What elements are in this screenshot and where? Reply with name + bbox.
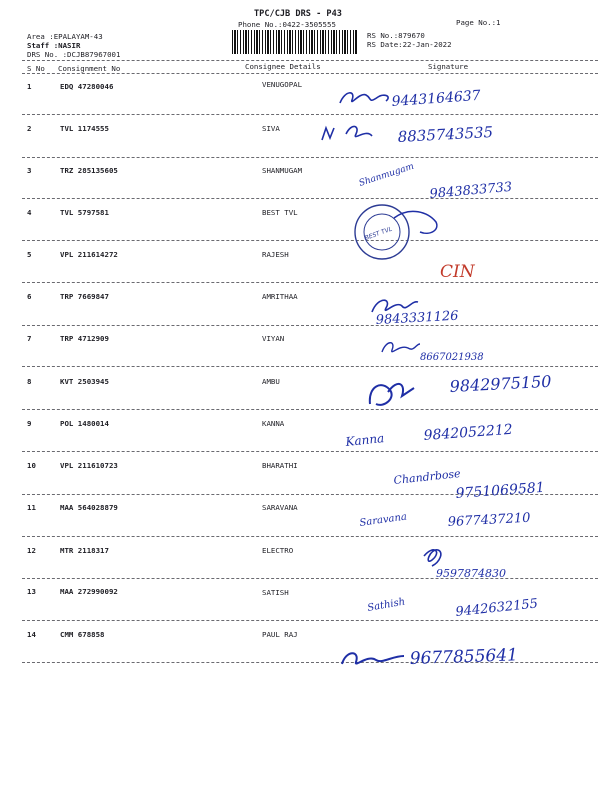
sheet-title: TPC/CJB DRS - P43 <box>254 9 342 19</box>
handwritten-phone-row-14: 9677855641 <box>409 645 519 669</box>
handwritten-phone-row-7: 8667021938 <box>420 352 484 363</box>
company-stamp <box>355 205 437 259</box>
column-signature: Signature <box>428 62 469 71</box>
row-8-sno: 8 <box>27 377 32 386</box>
row-10-consignment: VPL 211610723 <box>60 461 118 470</box>
row-7-consignee: VIYAN <box>262 334 285 343</box>
row-6-sno: 6 <box>27 292 32 301</box>
row-9-sno: 9 <box>27 419 32 428</box>
signature-row-14 <box>342 653 404 664</box>
handwritten-phone-row-11: 9677437210 <box>447 510 531 530</box>
signature-row-7 <box>382 343 420 352</box>
row-3-consignee: SHANMUGAM <box>262 166 303 175</box>
row-13-sno: 13 <box>27 587 36 596</box>
row-12-consignment: MTR 2118317 <box>60 546 109 555</box>
row-5-consignee: RAJESH <box>262 250 289 259</box>
signature-row-1 <box>340 93 388 103</box>
row-5-consignment: VPL 211614272 <box>60 250 118 259</box>
row-4-consignment: TVL 5797581 <box>60 208 109 217</box>
handwritten-phone-row-10: 9751069581 <box>455 479 546 502</box>
row-6-consignee: AMRITHAA <box>262 292 298 301</box>
handwritten-name-row-11: Saravana <box>358 511 408 529</box>
row-1-sno: 1 <box>27 82 32 91</box>
row-7-sno: 7 <box>27 334 32 343</box>
row-3-consignment: TRZ 285135605 <box>60 166 118 175</box>
rs-date: RS Date:22-Jan-2022 <box>367 40 452 49</box>
handwritten-phone-row-2: 8835743535 <box>397 123 494 146</box>
handwritten-name-row-9: Kanna <box>344 431 385 449</box>
row-14-consignment: CMM 678858 <box>60 630 105 639</box>
phone-number: Phone No.:0422-3505555 <box>238 20 336 29</box>
row-13-consignee: SATISH <box>262 588 289 597</box>
signature-row-8 <box>370 384 414 405</box>
row-9-consignment: POL 1480014 <box>60 419 109 428</box>
signature-row-12 <box>424 550 441 566</box>
stamp-text: BEST TVL <box>364 225 394 242</box>
page-number: Page No.:1 <box>456 18 501 27</box>
handwritten-phone-row-12: 9597874830 <box>436 567 506 580</box>
row-14-consignee: PAUL RAJ <box>262 630 298 639</box>
row-8-consignment: KVT 2503945 <box>60 377 109 386</box>
row-9-consignee: KANNA <box>262 419 285 428</box>
row-3-sno: 3 <box>27 166 32 175</box>
row-8-consignee: AMBU <box>262 377 280 386</box>
row-11-consignee: SARAVANA <box>262 503 298 512</box>
drs-number: DRS No. :DCJB87967001 <box>27 50 121 59</box>
handwritten-name-row-10: Chandrbose <box>392 467 462 487</box>
column-consignee: Consignee Details <box>245 62 321 71</box>
handwritten-phone-row-8: 9842975150 <box>449 371 552 396</box>
row-11-sno: 11 <box>27 503 36 512</box>
row-6-consignment: TRP 7669847 <box>60 292 109 301</box>
handwritten-phone-row-13: 9442632155 <box>454 596 539 620</box>
handwritten-name-row-13: Sathish <box>366 596 406 614</box>
row-13-consignment: MAA 272990092 <box>60 587 118 596</box>
row-10-sno: 10 <box>27 461 36 470</box>
handwritten-phone-row-1: 9443164637 <box>391 87 482 110</box>
area-label: Area :EPALAYAM-43 <box>27 32 103 41</box>
row-4-consignee: BEST TVL <box>262 208 298 217</box>
row-12-sno: 12 <box>27 546 36 555</box>
handwritten-phone-row-3: 9843833733 <box>429 179 513 202</box>
handwritten-phone-row-6: 9843331126 <box>375 308 459 328</box>
row-2-consignment: TVL 1174555 <box>60 124 109 133</box>
rs-number: RS No.:879670 <box>367 31 425 40</box>
column-consignment: Consignment No <box>58 64 121 73</box>
row-1-consignment: EDQ 47280046 <box>60 82 114 91</box>
handwritten-annotation-row-5: CIN <box>440 262 475 282</box>
row-2-consignee: SIVA <box>262 124 280 133</box>
row-11-consignment: MAA 564028879 <box>60 503 118 512</box>
row-5-sno: 5 <box>27 250 32 259</box>
row-14-sno: 14 <box>27 630 36 639</box>
row-1-consignee: VENUGOPAL <box>262 80 303 89</box>
row-4-sno: 4 <box>27 208 32 217</box>
handwritten-phone-row-9: 9842052212 <box>423 421 514 444</box>
row-2-sno: 2 <box>27 124 32 133</box>
column-sno: S No <box>27 64 45 73</box>
row-7-consignment: TRP 4712909 <box>60 334 109 343</box>
row-12-consignee: ELECTRO <box>262 546 294 555</box>
signature-row-2 <box>322 126 372 140</box>
row-10-consignee: BHARATHI <box>262 461 298 470</box>
handwritten-name-row-3: Shanmugam <box>357 161 416 189</box>
staff-label: Staff :NASIR <box>27 41 81 50</box>
